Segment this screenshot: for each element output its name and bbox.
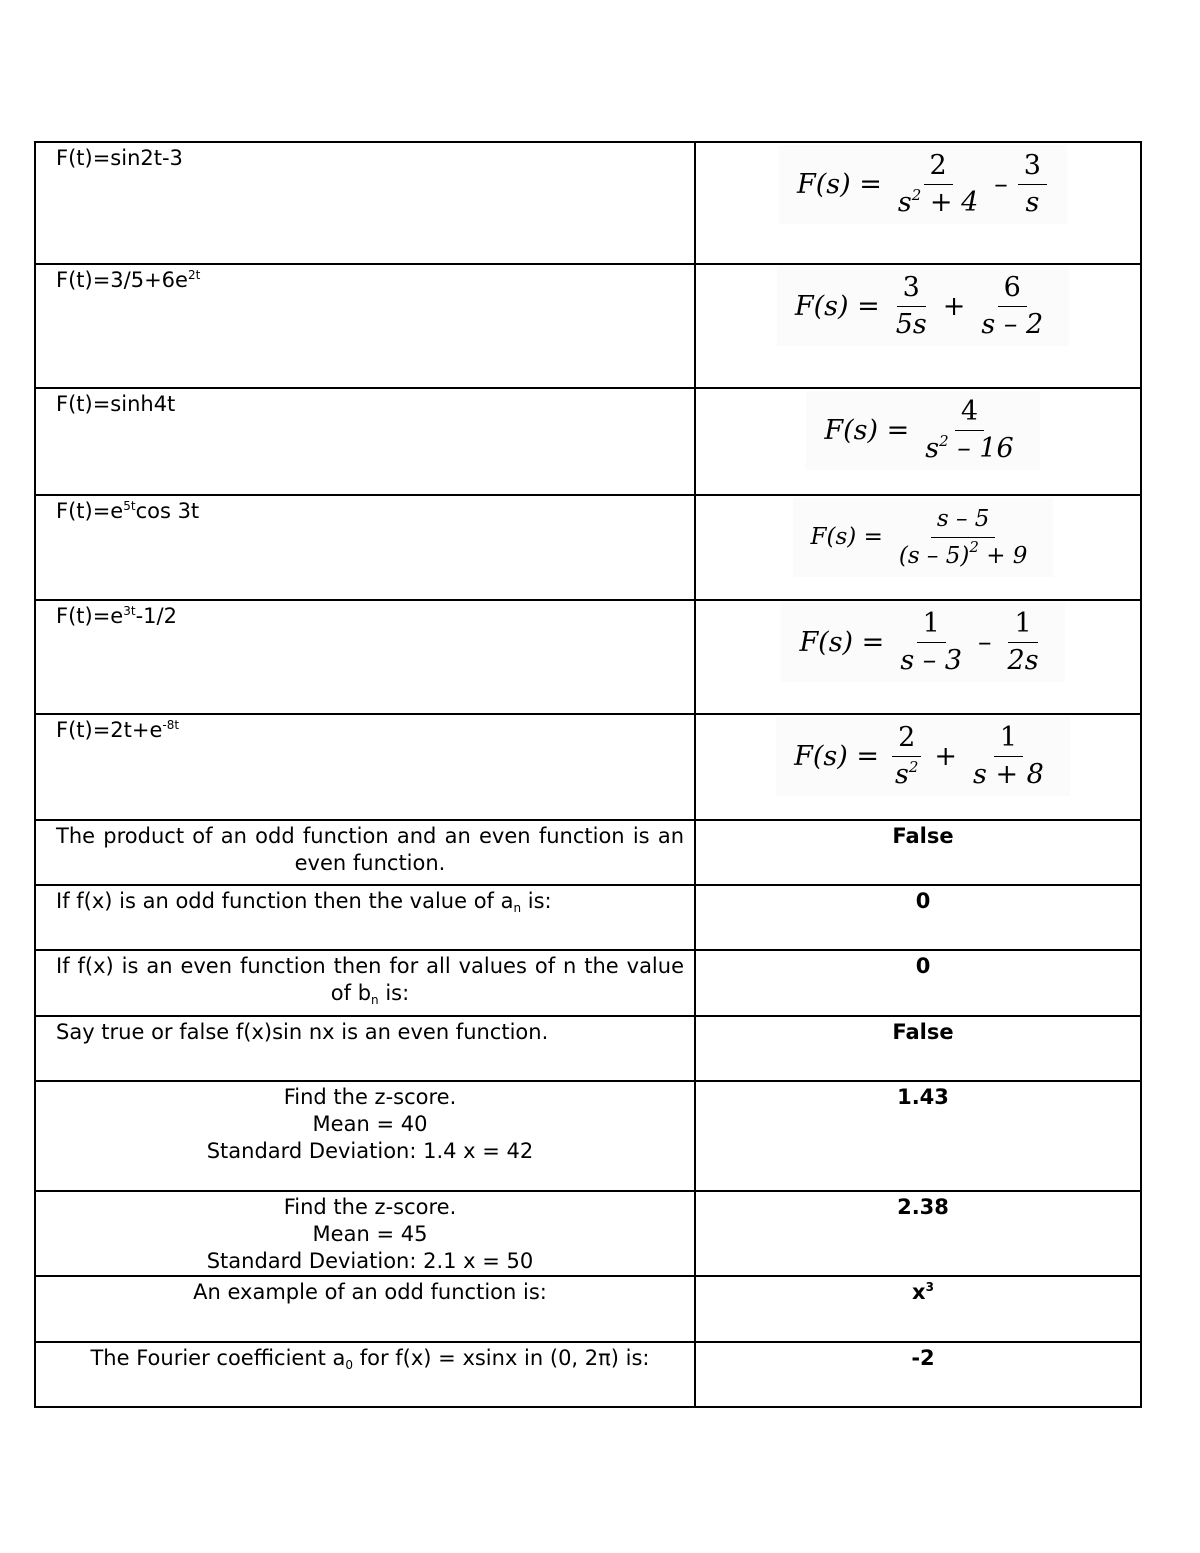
laplace-formula — [776, 717, 1070, 796]
question-cell — [35, 495, 695, 600]
answer-text: False — [892, 1020, 954, 1044]
table-row — [35, 1342, 1141, 1407]
table-row — [35, 1081, 1141, 1191]
answer-cell — [695, 1081, 1141, 1191]
operator: + — [942, 291, 966, 322]
answer-text: 0 — [915, 889, 931, 913]
denominator-base: s — [925, 433, 940, 464]
question-cell — [35, 388, 695, 495]
denominator-base: s — [897, 187, 912, 218]
question-text-suffix: for f(x) = xsinx in (0, 2π) is: — [353, 1346, 650, 1370]
subscript: 0 — [345, 1358, 354, 1372]
fraction — [967, 723, 1050, 790]
table-row — [35, 1016, 1141, 1081]
answer-table — [34, 141, 1142, 1408]
denominator: s – 3 — [900, 645, 963, 676]
operator: + — [934, 741, 958, 772]
formula-lhs: F(s) = — [824, 415, 910, 446]
answer-cell — [695, 495, 1141, 600]
question-cell — [35, 714, 695, 820]
answer-cell — [695, 600, 1141, 714]
question-text: F(t)=3/5+6e — [56, 268, 188, 292]
question-cell — [35, 820, 695, 885]
question-line: Find the z-score. — [283, 1195, 457, 1219]
denominator: 2s — [1007, 645, 1039, 676]
question-text-suffix: -1/2 — [135, 604, 177, 628]
question-text: F(t)=e — [56, 499, 124, 523]
answer-cell — [695, 950, 1141, 1016]
question-cell — [35, 885, 695, 950]
question-text-suffix: cos 3t — [135, 499, 200, 523]
numerator: 6 — [998, 273, 1027, 307]
numerator: 3 — [1018, 151, 1047, 185]
table-row — [35, 388, 1141, 495]
table-row — [35, 495, 1141, 600]
question-text: F(t)=e — [56, 604, 124, 628]
denominator-exponent: 2 — [908, 758, 919, 776]
denominator-base: s — [895, 759, 909, 790]
question-line: Standard Deviation: 1.4 x = 42 — [206, 1139, 534, 1163]
denominator-base: (s – 5) — [898, 543, 970, 569]
table-row — [35, 264, 1141, 388]
formula-lhs: F(s) = — [799, 627, 885, 658]
numerator: 1 — [994, 723, 1023, 757]
denominator — [892, 185, 984, 218]
numerator: s – 5 — [931, 504, 996, 538]
question-cell — [35, 264, 695, 388]
formula-lhs: F(s) = — [797, 169, 882, 200]
question-cell — [35, 1081, 695, 1191]
fraction — [975, 273, 1049, 340]
laplace-formula — [779, 145, 1067, 224]
denominator-exponent: 2 — [939, 432, 949, 450]
question-text: The Fourier coefficient a — [90, 1346, 346, 1370]
question-text: An example of an odd function is: — [193, 1280, 547, 1304]
question-line: Mean = 40 — [312, 1112, 428, 1136]
answer-text: 2.38 — [897, 1195, 949, 1219]
answer-cell — [695, 714, 1141, 820]
denominator-exponent: 2 — [969, 538, 979, 556]
question-text: If f(x) is an odd function then the value of a — [56, 889, 514, 913]
fraction — [890, 273, 933, 340]
denominator-exponent: 2 — [911, 186, 922, 204]
formula-lhs: F(s) = — [810, 524, 883, 550]
answer-cell — [695, 142, 1141, 264]
fraction — [894, 609, 968, 676]
numerator: 2 — [924, 151, 953, 185]
denominator: s + 8 — [973, 759, 1044, 790]
table-row — [35, 1276, 1141, 1342]
fraction — [919, 397, 1019, 464]
numerator: 1 — [917, 609, 946, 643]
question-text: Say true or false f(x)sin nx is an even function. — [56, 1020, 549, 1044]
answer-text: 1.43 — [897, 1085, 949, 1109]
question-cell — [35, 1276, 695, 1342]
table-row — [35, 820, 1141, 885]
subscript: n — [371, 993, 379, 1007]
operator: – — [994, 169, 1008, 200]
answer-cell — [695, 1276, 1141, 1342]
question-line: Standard Deviation: 2.1 x = 50 — [206, 1249, 534, 1273]
answer-text: 0 — [915, 954, 931, 978]
exponent: 3 — [925, 1280, 934, 1294]
formula-lhs: F(s) = — [794, 741, 879, 772]
laplace-formula — [781, 603, 1064, 682]
question-cell — [35, 1191, 695, 1276]
fraction — [892, 151, 984, 218]
numerator: 1 — [1008, 609, 1037, 643]
question-text: F(t)=sin2t-3 — [56, 146, 183, 170]
table-row — [35, 1191, 1141, 1276]
question-cell — [35, 142, 695, 264]
denominator: s — [1025, 187, 1040, 218]
table-row — [35, 714, 1141, 820]
table-row — [35, 600, 1141, 714]
denominator-rest: + 4 — [921, 187, 979, 218]
answer-text: False — [892, 824, 954, 848]
exponent: 2t — [187, 268, 201, 282]
denominator-rest: + 9 — [978, 543, 1028, 569]
answer-cell — [695, 1016, 1141, 1081]
question-text: The product of an odd function and an even function is an even function. — [56, 824, 684, 875]
fraction — [893, 504, 1034, 571]
question-text: F(t)=sinh4t — [56, 392, 176, 416]
question-text-suffix: is: — [378, 981, 410, 1005]
numerator: 4 — [955, 397, 984, 431]
numerator: 3 — [897, 273, 926, 307]
answer-cell — [695, 885, 1141, 950]
question-cell — [35, 1016, 695, 1081]
question-text: F(t)=2t+e — [56, 718, 163, 742]
denominator: s – 2 — [981, 309, 1044, 340]
table-row — [35, 142, 1141, 264]
denominator — [893, 538, 1034, 571]
question-cell — [35, 600, 695, 714]
denominator-rest: – 16 — [948, 433, 1014, 464]
exponent: 5t — [123, 499, 136, 513]
fraction — [889, 723, 924, 790]
fraction — [1018, 151, 1047, 218]
formula-lhs: F(s) = — [794, 291, 880, 322]
question-cell — [35, 1342, 695, 1407]
denominator: 5s — [895, 309, 927, 340]
numerator: 2 — [892, 723, 921, 757]
answer-cell — [695, 388, 1141, 495]
operator: – — [978, 627, 992, 658]
answer-text: -2 — [911, 1346, 935, 1370]
laplace-formula — [777, 267, 1069, 346]
denominator — [889, 757, 924, 790]
answer-cell — [695, 820, 1141, 885]
question-line: Mean = 45 — [312, 1222, 428, 1246]
answer-cell — [695, 1191, 1141, 1276]
answer-text: x — [912, 1280, 926, 1304]
laplace-formula — [806, 391, 1039, 470]
exponent: -8t — [162, 718, 180, 732]
fraction — [1002, 609, 1045, 676]
laplace-formula — [793, 498, 1054, 577]
table-row — [35, 950, 1141, 1016]
denominator — [919, 431, 1019, 464]
table-row — [35, 885, 1141, 950]
question-line: Find the z-score. — [283, 1085, 457, 1109]
subscript: n — [513, 901, 522, 915]
question-text: If f(x) is an even function then for all values of n the value of b — [56, 954, 684, 1005]
answer-cell — [695, 264, 1141, 388]
answer-cell — [695, 1342, 1141, 1407]
question-cell — [35, 950, 695, 1016]
question-text-suffix: is: — [521, 889, 552, 913]
exponent: 3t — [123, 604, 136, 618]
